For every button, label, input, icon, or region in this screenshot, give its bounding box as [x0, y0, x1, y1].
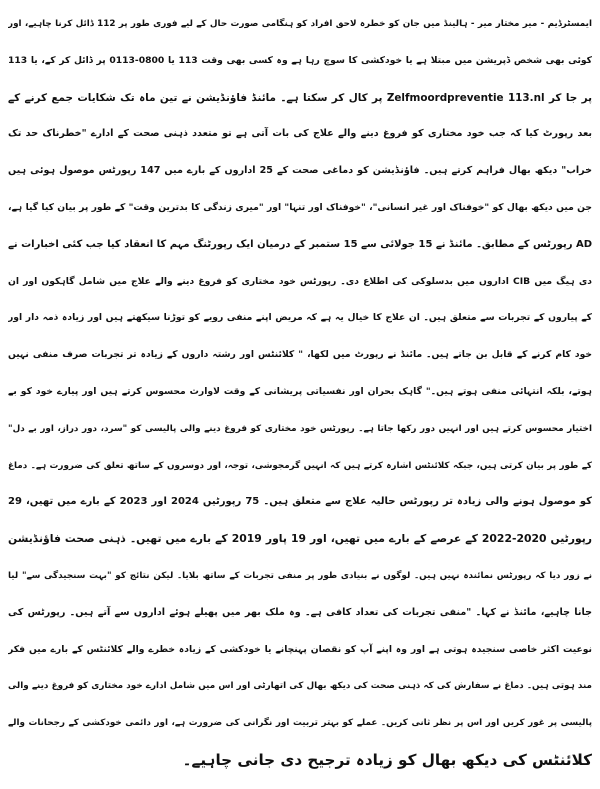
article-line: AD رپورٹس کے مطابق۔ مائنڈ نے 15 جولائی سے 15 ستمبر کے درمیان ایک رپورٹنگ مہم کا انعقاد کیا جب کئی اخبارات نے: [8, 238, 592, 250]
article-line: کے طور پر بیان کرتی ہیں، جبکہ کلائنٹس اشارہ کرتے ہیں کہ انہیں گرمجوشی، توجہ، اور دوسروں کے ساتھ تعلق کی ضرورت ہے۔ دماغ: [8, 460, 592, 471]
article-line: جن میں دیکھ بھال کو "خوفناک اور غیر انسانی"، "خوفناک اور تنہا" اور "میری زندگی کا بدترین وقت" کے طور پر بیان کیا گیا ہے،: [8, 201, 592, 213]
article-line: جانا چاہیے، مائنڈ نے کہا۔ "منفی تجربات کی تعداد کافی ہے۔ وہ ملک بھر میں پھیلے ہوئے اداروں سے آتے ہیں۔ رپورٹس کی: [8, 606, 592, 618]
article-line: مند ہوتی ہیں۔ دماغ نے سفارش کی کہ ذہنی صحت کی دیکھ بھال کی اتھارٹی اور اس میں شامل ادارے خود مختاری کو فروغ دینے والی: [8, 681, 592, 692]
article-line: اختیار محسوس کرتے ہیں اور انہیں دور رکھا جاتا ہے۔ رپورٹس خود مختاری کو فروغ دینے والی پالیسی کو "سرد، دور دراز، اور بے دل": [8, 423, 592, 434]
article-line: دی ہیگ میں CIB اداروں میں بدسلوکی کی اطلاع دی۔ رپورٹس خود مختاری کو فروغ دینے والے علاج میں شامل گاہکوں اور ان: [8, 275, 592, 287]
article-line: ہوتے، بلکہ انتہائی منفی ہوتے ہیں۔" گاہک بحران اور نفسیاتی پریشانی کے وقت لاوارث محسوس کرتے ہیں اور پیارے خود کو بے: [8, 385, 592, 397]
article-line: کوئی بھی شخص ڈپریشن میں مبتلا ہے یا خودکشی کا سوچ رہا ہے وہ کسی بھی وقت 113 یا 0800-0113 پر ڈائل کر کے، یا 113: [8, 54, 592, 66]
article-line: خراب" دیکھ بھال فراہم کرتے ہیں۔ فاؤنڈیشن کو دماغی صحت کے 25 اداروں کے بارے میں 147 رپورٹس موصول ہوئی ہیں: [8, 165, 592, 177]
article-line: خود کام کرنے کے قابل بن جاتے ہیں۔ مائنڈ نے رپورٹ میں لکھا، " کلائنٹس اور رشتہ داروں کے زیادہ تر تجربات صرف منفی نہیں: [8, 349, 592, 361]
article-line: نوعیت اکثر خاصی سنجیدہ ہوتی ہے اور وہ اپنے آپ کو نقصان پہنچانے یا خودکشی کے زیادہ خطرے والے کلائنٹس کے بارے میں فکر: [8, 643, 592, 655]
article-line: پر جا کر Zelfmoordpreventie 113.nl پر کال کر سکتا ہے۔ مائنڈ فاؤنڈیشن نے تین ماہ تک شکایات جمع کرنے کے: [8, 91, 592, 104]
article-line: نے زور دیا کہ رپورٹس نمائندہ نہیں ہیں۔ لوگوں نے بنیادی طور پر منفی تجربات کے ساتھ بلایا۔ لیکن نتائج کو "بہت سنجیدگی سے" لیا: [8, 570, 592, 581]
article-line: کلائنٹس کی دیکھ بھال کو زیادہ ترجیح دی جانی چاہیے۔: [182, 750, 592, 769]
article-line: کو موصول ہونے والی زیادہ تر رپورٹس حالیہ علاج سے متعلق ہیں۔ 75 رپورٹیں 2024 اور 2023 کے بارے میں تھیں، 29: [8, 496, 592, 508]
article-line: ایمسٹرڈیم - میر مختار میر - ہالینڈ میں جان کو خطرہ لاحق افراد کو ہنگامی صورت حال کے لیے فوری طور پر 112 ڈائل کرنا چاہیے، اور: [8, 19, 592, 29]
article-line: رپورٹیں 2020-2022 کے عرصے کے بارے میں تھیں، اور 19 پاور 2019 کے بارے میں تھیں۔ ذہنی صحت فاؤنڈیشن: [8, 532, 592, 546]
article-line: بعد رپورٹ کیا کہ جب خود مختاری کو فروغ دینے والے علاج کی بات آتی ہے تو متعدد ذہنی صحت کے ادارے "خطرناک حد تک: [8, 128, 592, 140]
article-line: پالیسی پر غور کریں اور اس پر نظر ثانی کریں۔ عملے کو بہتر تربیت اور نگرانی کی ضرورت ہے، اور دائمی خودکشی کے رجحانات والے: [8, 718, 592, 729]
article-line: کے پیاروں کے تجربات سے متعلق ہیں۔ ان علاج کا خیال یہ ہے کہ مریض اپنے منفی رویے کو توڑنا سیکھتے ہیں اور زیادہ ذمہ دار اور: [8, 312, 592, 324]
